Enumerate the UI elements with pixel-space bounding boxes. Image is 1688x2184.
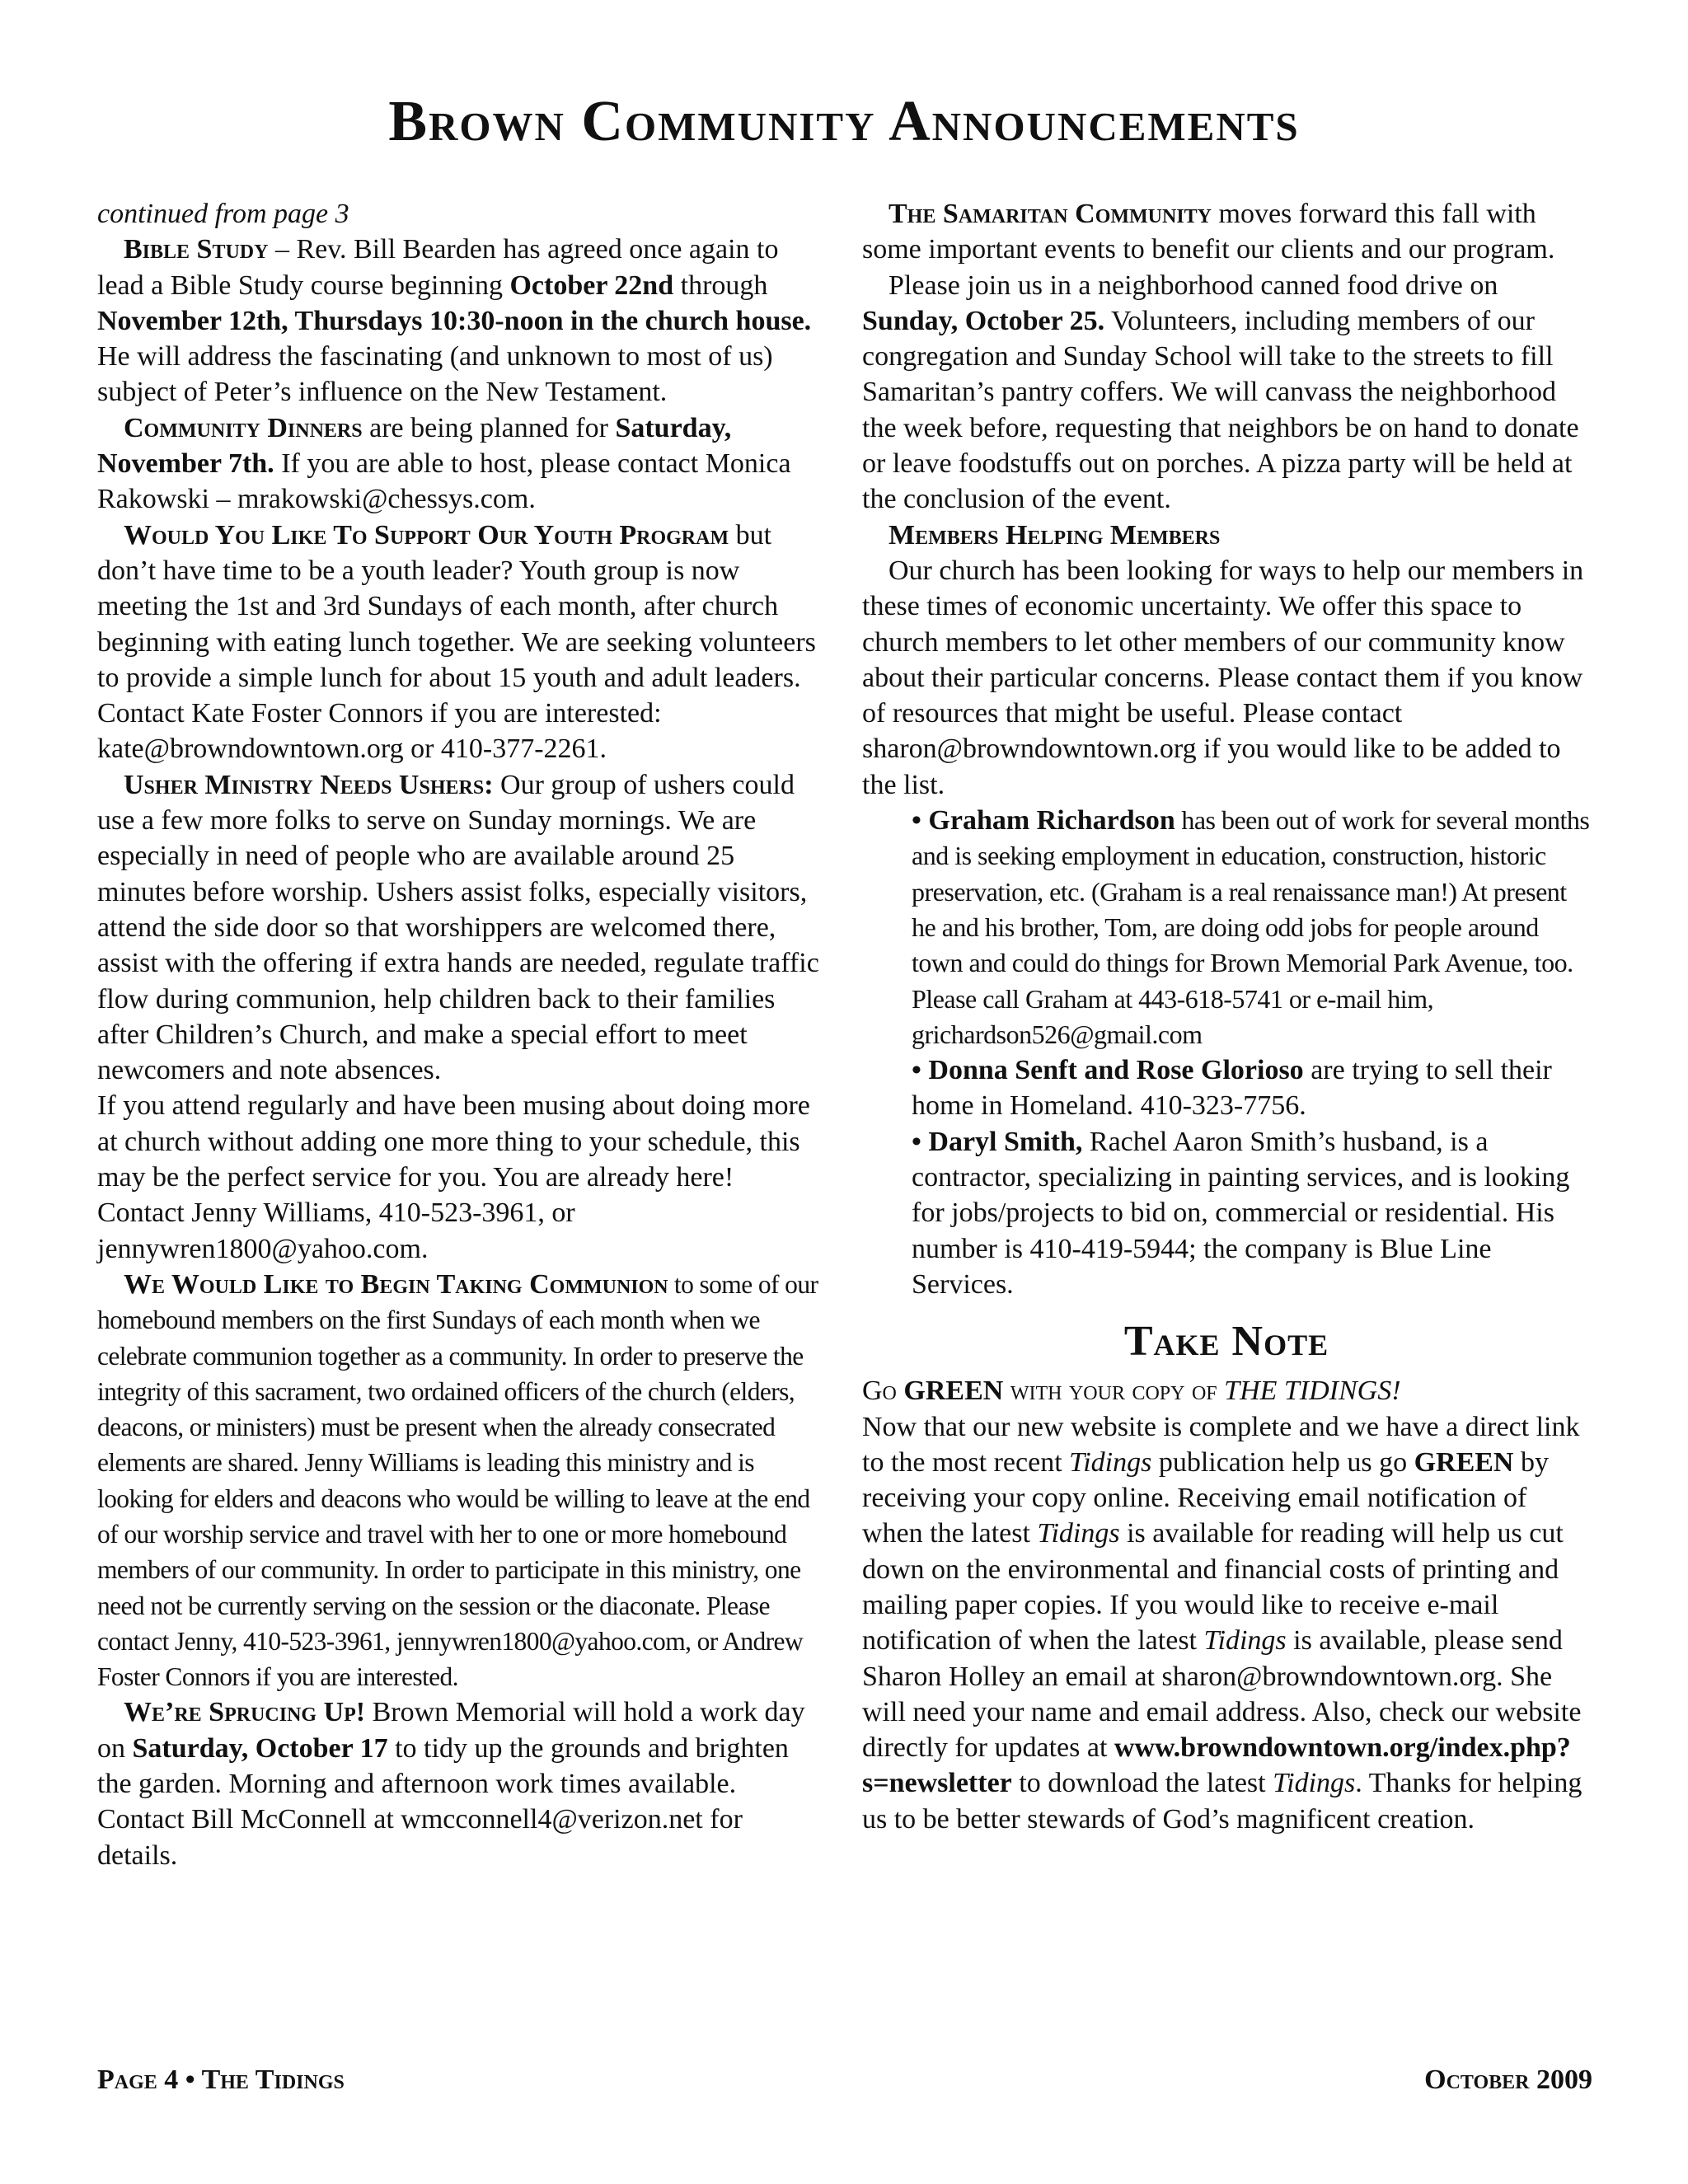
bible-study-item: Bible Study – Rev. Bill Bearden has agreed once again to lead a Bible Study course beginning October 22nd through November 12th, Thursdays 10:30-noon in the church house. He will address the fascinating (and unknown to most of us) subject of Peter’s influence on the New Testament. [97, 234, 812, 408]
usher-ministry-heading: Usher Ministry Needs Ushers: [124, 769, 494, 800]
members-helping-heading: Members Helping Members [889, 519, 1221, 551]
sprucing-heading: We’re Sprucing Up! [124, 1697, 366, 1728]
left-column [97, 196, 826, 1873]
footer-page-label: Page 4 • The Tidings [97, 2064, 345, 2095]
community-dinners-heading: Community Dinners [124, 412, 363, 443]
usher-ministry-item: Usher Ministry Needs Ushers: Our group of ushers could use a few more folks to serve on Sunday mornings. We are especially in need of people who are available around 25 minutes before worship. Ushers assist folks, especially visitors, attend the side door so that worshippers are welcomed there, assist with the offering if extra hands are needed, regulate traffic flow during communion, help children back to their families after Children’s Church, and make a special effort to meet newcomers and note absences. [97, 769, 819, 1086]
community-dinners-item: Community Dinners are being planned for Saturday, November 7th. If you are able to host, please contact Monica Rakowski – mrakowski@chessys.com. [97, 412, 791, 515]
continued-note: continued from page 3 [97, 199, 349, 229]
footer-date: October 2009 [1424, 2064, 1592, 2095]
go-green-line: Go GREEN with your copy of THE TIDINGS! [862, 1376, 1401, 1407]
samaritan-food-drive: Please join us in a neighborhood canned food drive on Sunday, October 25. Volunteers, including members of our congregation and Sunday School will take to the streets to fill Samaritan’s pantry coffers. We will canvass the neighborhood the week before, requesting that neighbors be on hand to donate or leave foodstuffs out on porches. A pizza party will be held at the conclusion of the event. [862, 269, 1579, 515]
communion-item: We Would Like to Begin Taking Communion to some of our homebound members on the first Sundays of each month when we celebrate communion together as a community. In order to preserve the integrity of this sacrament, two ordained officers of the church (elders, deacons, or ministers) must be present when the already consecrated elements are shared. Jenny Williams is leading this ministry and is looking for elders and deacons who would be willing to leave at the end of our worship service and travel with her to one or more homebound members of our community. In order to participate in this ministry, one need not be currently serving on the session or the diaconate. Please contact Jenny, 410-523-3961, jennywren1800@yahoo.com, or Andrew Foster Connors if you are interested. [97, 1268, 818, 1692]
list-item: • Donna Senft and Rose Glorioso are trying to sell their home in Homeland. 410-323-7756. [912, 1055, 1552, 1122]
newsletter-link[interactable]: www.browndowntown.org/index.php?s=newsletter [862, 1732, 1571, 1799]
list-item: • Daryl Smith, Rachel Aaron Smith’s husband, is a contractor, specializing in painting services, and is looking for jobs/projects to bid on, commercial or residential. His number is 410-419-5944; the company is Blue Line Services. [912, 1126, 1570, 1300]
page-title: Brown Community Announcements [388, 90, 1300, 153]
list-item: • Graham Richardson has been out of work for several months and is seeking employment in education, construction, historic preservation, etc. (Graham is a real renaissance man!) At present he and his brother, Tom, are doing odd jobs for people around town and could do things for Brown Memorial Park Avenue, too. Please call Graham at 443-618-5741 or e-mail him, grichardson526@gmail.com [912, 805, 1590, 1049]
sprucing-item: We’re Sprucing Up! Brown Memorial will hold a work day on Saturday, October 17 to tidy up the grounds and brighten the garden. Morning and afternoon work times available. Contact Bill McConnell at wmcconnell4@verizon.net for details. [97, 1697, 805, 1871]
take-note-heading: Take Note [1123, 1318, 1329, 1366]
communion-heading: We Would Like to Begin Taking Communion [124, 1268, 668, 1300]
members-helping-intro: Our church has been looking for ways to help our members in these times of economic uncertainty. We offer this space to church members to let other members of our community know about their particular concerns. Please contact them if you know of resources that might be useful. Please contact sharon@browndowntown.org if you would like to be added to the list. [862, 555, 1584, 800]
take-note-body: Now that our new website is complete and we have a direct link to the most recent Tidings publication help us go GREEN by receiving your copy online. Receiving email notification of when the latest Tidings is available for reading will help us cut down on the environmental and financial costs of printing and mailing paper copies. If you would like to receive e-mail notification of when the latest Tidings is available, please send Sharon Holley an email at sharon@browndowntown.org. She will need your name and email address. Also, check our website directly for updates at www.browndowntown.org/index.php?s=newsletter to download the latest Tidings. Thanks for helping us to be better stewards of God’s magnificent creation. [862, 1411, 1582, 1835]
youth-program-heading: Would You Like To Support Our Youth Program [124, 519, 729, 551]
youth-program-item: Would You Like To Support Our Youth Program but don’t have time to be a youth leader? Youth group is now meeting the 1st and 3rd Sundays of each month, after church beginning with eating lunch together. We are seeking volunteers to provide a simple lunch for about 15 youth and adult leaders. Contact Kate Foster Connors if you are interested: kate@browndowntown.org or 410-377-2261. [97, 519, 816, 765]
samaritan-item: The Samaritan Community moves forward this fall with some important events to benefit our clients and our program. [862, 199, 1555, 265]
right-column [862, 196, 1591, 1837]
usher-ministry-followup: If you attend regularly and have been musing about doing more at church without adding one more thing to your schedule, this may be the perfect service for you. You are already here! Contact Jenny Williams, 410-523-3961, or jennywren1800@yahoo.com. [97, 1090, 810, 1264]
bible-study-heading: Bible Study [124, 234, 269, 265]
members-list [912, 803, 1591, 1302]
samaritan-heading: The Samaritan Community [889, 199, 1212, 229]
